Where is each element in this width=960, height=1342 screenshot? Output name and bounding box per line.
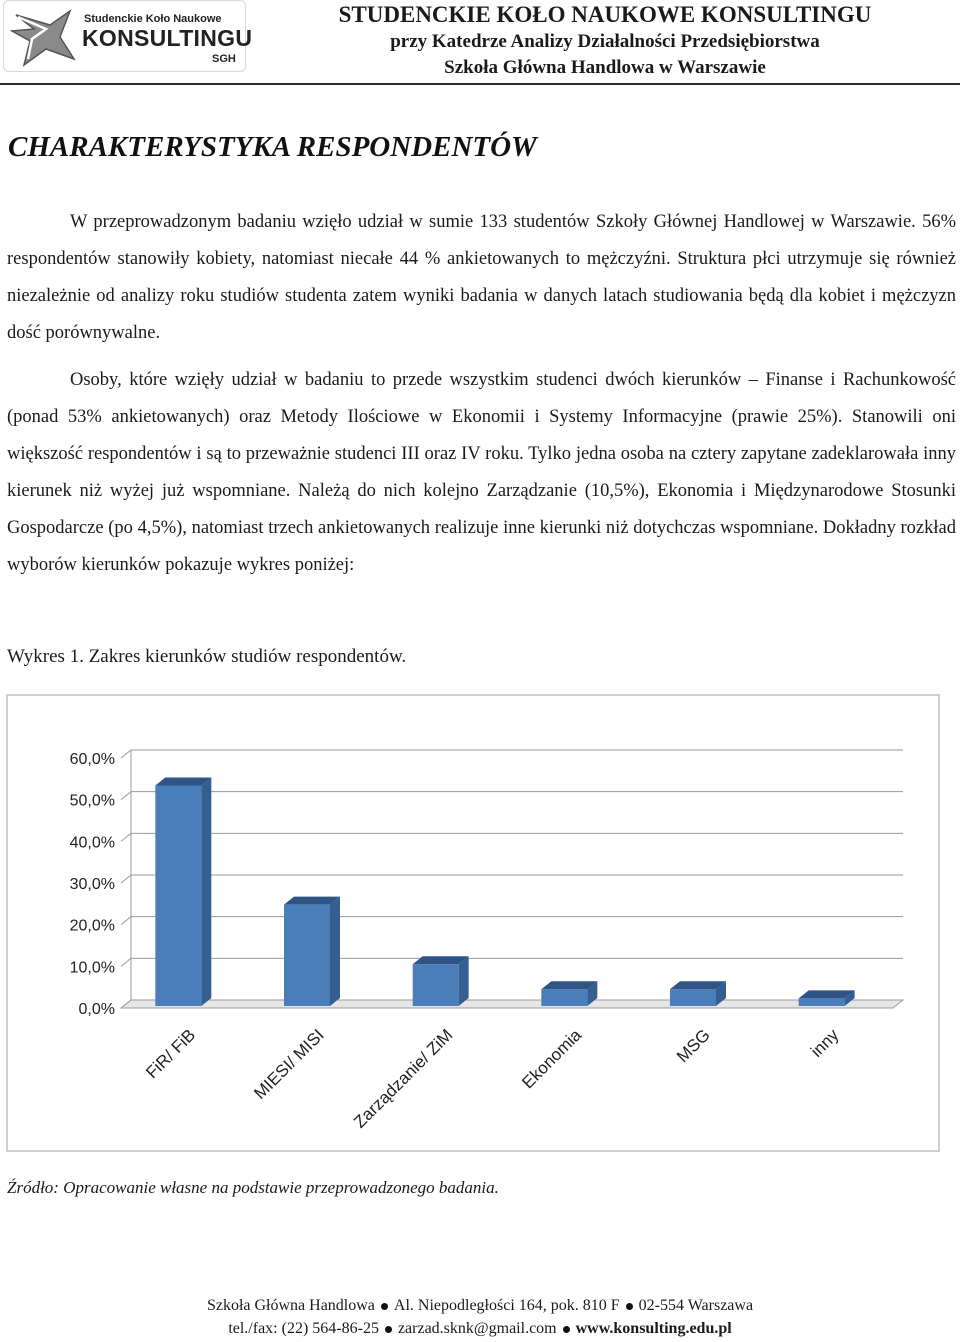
footer-phone: tel./fax: (22) 564-86-25 — [228, 1320, 379, 1337]
bar-front — [284, 905, 330, 1006]
bar-side — [459, 956, 469, 1006]
footer-email[interactable]: zarzad.sknk@gmail.com — [397, 1320, 557, 1337]
bar-front — [799, 998, 845, 1006]
bullet-icon — [381, 1303, 388, 1310]
paragraph-1-text: W przeprowadzonym badaniu wzięło udział w sumie 133 studentów Szkoły Głównej Handlowej w Warszawie. 56% respondentów stanowiły kobiety, natomiast niecałe 44 % ankietowanych to mężczyźni. Struktura płci utrzymuje się również niezależnie od analizy roku studiów studenta zatem wyniki badania w danych latach studiowania będą dla kobiet i mężczyzn dość porównywalne. — [7, 212, 956, 343]
logo-small-text: Studenckie Koło Naukowe — [84, 13, 222, 25]
footer-website[interactable]: www.konsulting.edu.pl — [575, 1320, 732, 1337]
y-tick-label: 10,0% — [69, 959, 115, 977]
y-tick-label: 30,0% — [69, 876, 115, 893]
x-tick-label: FiR/ FiB — [142, 1025, 200, 1083]
gridline-depth — [121, 750, 131, 758]
header-line-3: Szkoła Główna Handlowa w Warszawie — [444, 57, 766, 78]
source-note: Źródło: Opracowanie własne na podstawie przeprowadzonego badania. — [7, 1178, 499, 1197]
paragraph-2-text: Osoby, które wzięły udział w badaniu to przede wszystkim studenci dwóch kierunków – Finanse i Rachunkowość (ponad 53% ankietowanych) oraz Metody Ilościowe w Ekonomii i Systemy Informacyjne (prawie 25%). Stanowili oni większość respondentów i są to przeważnie studenci III oraz IV roku. Tylko jedna osoba na cztery zapytane zadeklarowała inny kierunek niż wyżej już wspomniane. Należą do nich kolejno Zarządzanie (10,5%), Ekonomia i Międzynarodowe Stosunki Gospodarcze (po 4,5%), natomiast trzech ankietowanych realizuje inne kierunki niż dotychczas wspomniane. Dokładny rozkład wyborów kierunków pokazuje wykres poniżej: — [7, 370, 956, 575]
section-title: CHARAKTERYSTYKA RESPONDENTÓW — [8, 131, 537, 163]
gridline-depth — [121, 875, 131, 883]
header-line-1: STUDENCKIE KOŁO NAUKOWE KONSULTINGU — [338, 2, 872, 27]
footer-postcode: 02-554 Warszawa — [638, 1297, 754, 1314]
page-footer — [0, 1294, 960, 1340]
footer-line-1 — [0, 1294, 960, 1317]
header-divider — [0, 83, 960, 85]
footer-address: Al. Niepodległości 164, pok. 810 F — [393, 1297, 620, 1314]
chart-floor — [121, 1000, 903, 1008]
chart-caption: Wykres 1. Zakres kierunków studiów respondentów. — [7, 646, 407, 667]
bar-side — [201, 778, 211, 1007]
chart-frame — [6, 694, 940, 1152]
paragraph-1 — [7, 204, 956, 352]
bar-front — [413, 964, 459, 1006]
sknk-logo — [3, 0, 253, 72]
y-tick-label: 40,0% — [69, 834, 115, 852]
bar-front — [670, 989, 716, 1006]
logo-big-text: KONSULTINGU — [82, 25, 253, 51]
x-tick-label: MIESI/ MISI — [250, 1025, 328, 1103]
x-tick-label: inny — [807, 1025, 843, 1061]
x-tick-label: Ekonomia — [518, 1025, 586, 1093]
gridline-depth — [121, 792, 131, 800]
bar-front — [155, 786, 201, 1007]
header-line-2: przy Katedrze Analizy Działalności Przedsiębiorstwa — [390, 31, 820, 52]
logo-sgh-text: SGH — [212, 53, 236, 65]
star-logo-icon — [10, 7, 76, 69]
y-tick-label: 50,0% — [69, 792, 115, 810]
y-tick-label: 20,0% — [69, 917, 115, 935]
page-header — [0, 0, 960, 80]
gridline-depth — [121, 833, 131, 841]
gridline-depth — [121, 958, 131, 966]
y-tick-label: 0,0% — [78, 1001, 115, 1018]
y-tick-label: 60,0% — [69, 751, 115, 768]
bar-front — [541, 989, 587, 1006]
bullet-icon — [563, 1326, 570, 1333]
x-tick-label: MSG — [673, 1025, 714, 1067]
paragraph-2 — [7, 362, 956, 584]
x-tick-label: Zarządzanie/ ZiM — [350, 1025, 457, 1132]
gridline-depth — [121, 917, 131, 925]
footer-institution: Szkoła Główna Handlowa — [206, 1297, 375, 1314]
footer-line-2 — [0, 1317, 960, 1340]
bullet-icon — [385, 1326, 392, 1333]
bar-chart — [8, 696, 938, 1150]
bar-side — [330, 897, 340, 1006]
bullet-icon — [626, 1303, 633, 1310]
